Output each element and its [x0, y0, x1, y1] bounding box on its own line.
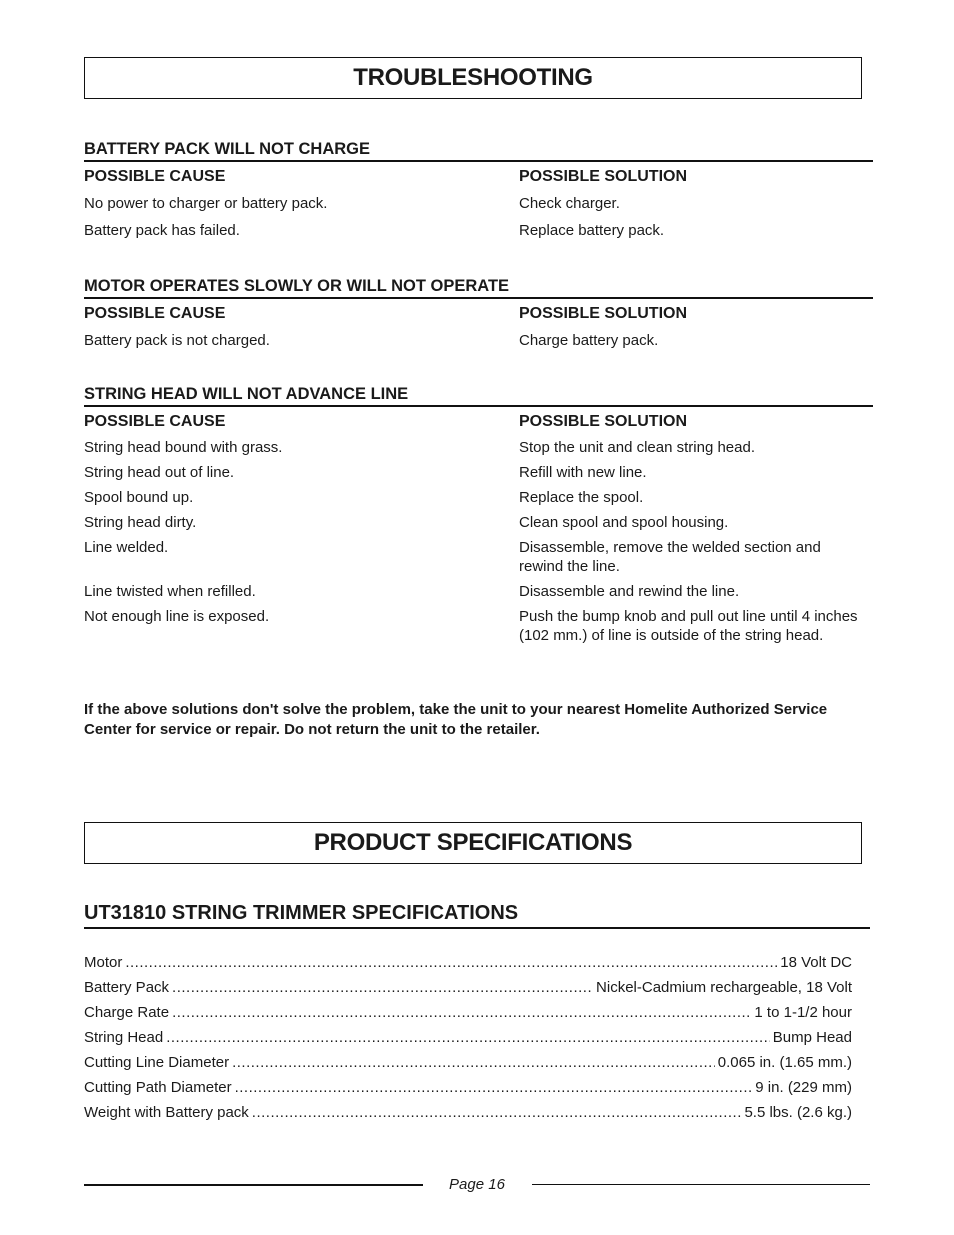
spec-label: Cutting Line Diameter [84, 1054, 230, 1071]
cause-cell: String head dirty. [84, 514, 197, 531]
spec-label: String Head [84, 1029, 164, 1046]
col-header-solution: POSSIBLE SOLUTION [519, 305, 688, 322]
dot-leader [125, 954, 777, 971]
dot-leader [235, 1079, 753, 1096]
section-title-battery-charge: BATTERY PACK WILL NOT CHARGE [84, 140, 873, 162]
col-header-cause: POSSIBLE CAUSE [84, 168, 226, 185]
solution-cell: Push the bump knob and pull out line until 4 inches (102 mm.) of line is outside of the string head. [519, 608, 858, 644]
col-header-solution: POSSIBLE SOLUTION [519, 413, 688, 430]
spec-value: Bump Head [772, 1029, 852, 1046]
spec-row-string-head [84, 1027, 852, 1046]
section-title-motor: MOTOR OPERATES SLOWLY OR WILL NOT OPERATE [84, 277, 873, 299]
cause-cell: Battery pack is not charged. [84, 332, 270, 349]
col-header-cause: POSSIBLE CAUSE [84, 413, 226, 430]
solution-cell: Check charger. [519, 195, 620, 212]
spec-value: Nickel-Cadmium rechargeable, 18 Volt [596, 979, 852, 996]
section-title-string-head: STRING HEAD WILL NOT ADVANCE LINE [84, 385, 873, 407]
dot-leader [166, 1029, 770, 1046]
solution-cell: Clean spool and spool housing. [519, 514, 729, 531]
spec-section-title: UT31810 STRING TRIMMER SPECIFICATIONS [84, 902, 870, 929]
cause-cell: Line welded. [84, 539, 169, 556]
col-header-solution: POSSIBLE SOLUTION [519, 168, 688, 185]
solution-cell: Replace the spool. [519, 489, 644, 506]
dot-leader [252, 1104, 742, 1121]
spec-value: 18 Volt DC [780, 954, 852, 971]
spec-value: 1 to 1-1/2 hour [754, 1004, 852, 1021]
spec-label: Motor [84, 954, 123, 971]
cause-cell: Line twisted when refilled. [84, 583, 256, 600]
dot-leader [232, 1054, 715, 1071]
spec-row-battery-pack [84, 977, 852, 996]
solution-cell: Replace battery pack. [519, 222, 665, 239]
spec-label: Charge Rate [84, 1004, 170, 1021]
dot-leader [172, 1004, 751, 1021]
service-note: If the above solutions don't solve the problem, take the unit to your nearest Homelite Authorized Service Center for service or repair. Do not return the unit to the retailer. [84, 701, 828, 738]
solution-cell: Disassemble, remove the welded section and rewind the line. [519, 539, 821, 575]
dot-leader [172, 979, 593, 996]
spec-row-cutting-path-diameter [84, 1077, 852, 1096]
spec-label: Weight with Battery pack [84, 1104, 249, 1121]
spec-label: Cutting Path Diameter [84, 1079, 232, 1096]
cause-cell: Battery pack has failed. [84, 222, 240, 239]
troubleshooting-banner [84, 57, 862, 99]
cause-cell: Not enough line is exposed. [84, 608, 270, 625]
specifications-banner [84, 822, 862, 864]
spec-row-weight [84, 1102, 852, 1121]
solution-cell: Disassemble and rewind the line. [519, 583, 740, 600]
spec-row-charge-rate [84, 1002, 852, 1021]
spec-row-motor [84, 952, 852, 971]
page-number: Page 16 [449, 1176, 505, 1193]
specifications-heading: PRODUCT SPECIFICATIONS [313, 829, 633, 856]
troubleshooting-heading: TROUBLESHOOTING [353, 64, 593, 91]
solution-cell: Refill with new line. [519, 464, 647, 481]
spec-label: Battery Pack [84, 979, 170, 996]
solution-cell: Stop the unit and clean string head. [519, 439, 756, 456]
spec-value: 5.5 lbs. (2.6 kg.) [744, 1104, 852, 1121]
cause-cell: Spool bound up. [84, 489, 194, 506]
spec-row-cutting-line-diameter [84, 1052, 852, 1071]
solution-cell: Charge battery pack. [519, 332, 659, 349]
cause-cell: String head bound with grass. [84, 439, 283, 456]
spec-value: 0.065 in. (1.65 mm.) [717, 1054, 852, 1071]
spec-value: 9 in. (229 mm) [755, 1079, 852, 1096]
cause-cell: No power to charger or battery pack. [84, 195, 328, 212]
col-header-cause: POSSIBLE CAUSE [84, 305, 226, 322]
cause-cell: String head out of line. [84, 464, 235, 481]
